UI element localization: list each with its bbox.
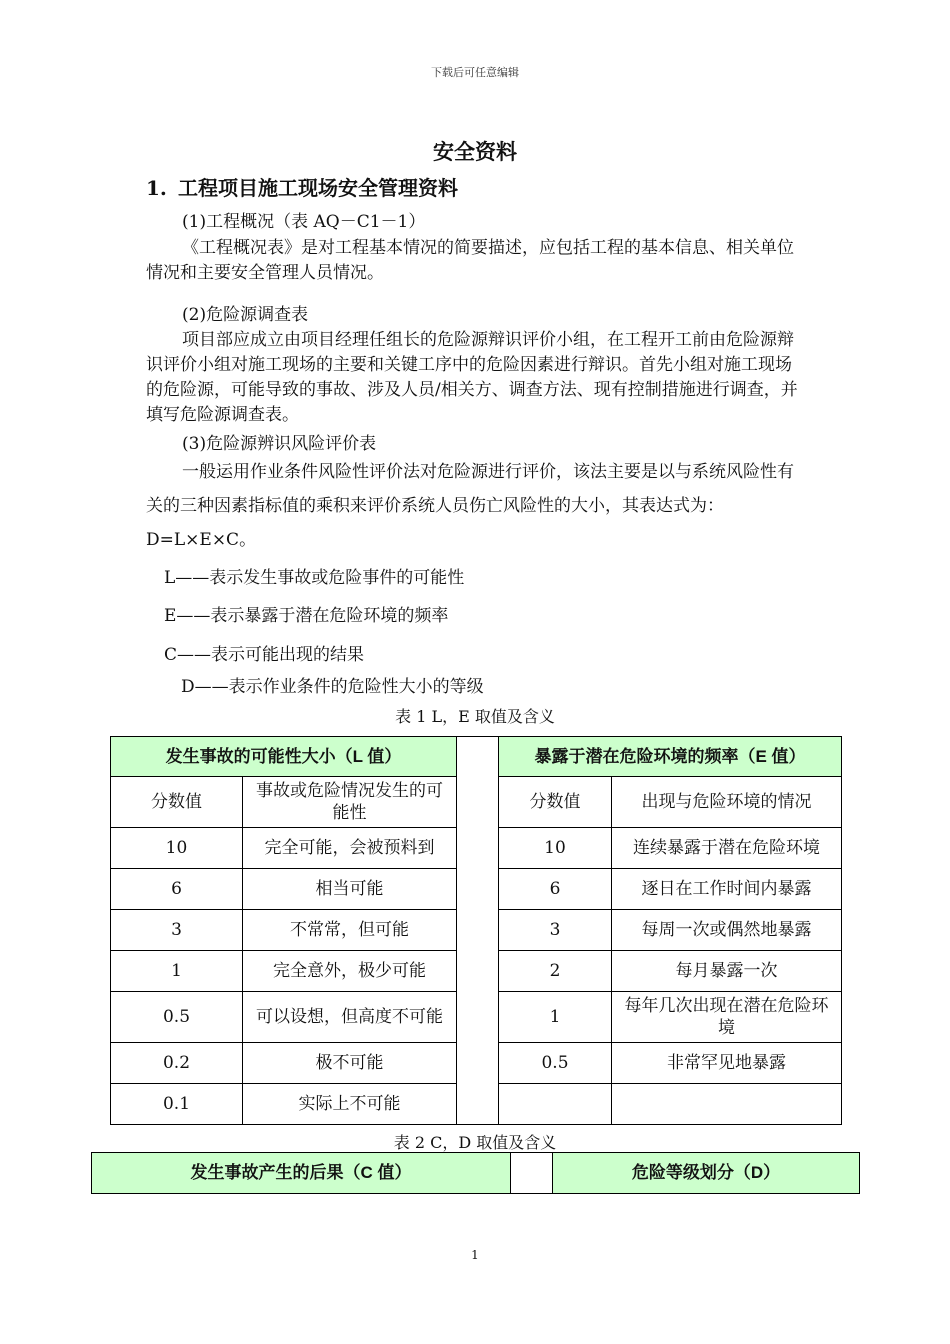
def-C: C——表示可能出现的结果 (164, 645, 365, 665)
table-1 (110, 736, 842, 1125)
table-cell (612, 1084, 842, 1125)
table-cell (499, 1084, 612, 1125)
table-cell: 6 (499, 869, 612, 910)
section-heading (146, 172, 458, 201)
table-cell: 相当可能 (243, 869, 457, 910)
table-1-col-header: 事故或危险情况发生的可能性 (243, 777, 457, 828)
table-cell: 0.5 (111, 992, 243, 1043)
table-1-col-header: 出现与危险环境的情况 (612, 777, 842, 828)
table-cell: 不常常，但可能 (243, 910, 457, 951)
table-1-col-header: 分数值 (111, 777, 243, 828)
section-number: 1. (146, 176, 167, 200)
document-title: 安全资料 (433, 139, 517, 164)
item-1-title: (1)工程概况（表 AQ－C1－1） (182, 212, 426, 232)
table-cell: 每周一次或偶然地暴露 (612, 910, 842, 951)
item-3-title: (3)危险源辨识风险评价表 (182, 434, 377, 454)
page-header-note: 下载后可任意编辑 (431, 66, 519, 79)
item-2-title: (2)危险源调查表 (182, 305, 309, 325)
table-cell: 3 (499, 910, 612, 951)
table-cell: 10 (111, 828, 243, 869)
item-1-body: 《工程概况表》是对工程基本情况的简要描述，应包括工程的基本信息、相关单位情况和主要安全管理人员情况。 (146, 238, 794, 283)
item-2-body: 项目部应成立由项目经理任组长的危险源辩识评价小组，在工程开工前由危险源辩识评价小组对施工现场的主要和关键工序中的危险因素进行辩识。首先小组对施工现场的危险源，可能导致的事故、涉及人员/相关方、调查方法、现有控制措施进行调查，并填写危险源调查表。 (146, 330, 798, 425)
table-cell: 0.1 (111, 1084, 243, 1125)
def-D: D——表示作业条件的危险性大小的等级 (181, 677, 484, 697)
table-cell: 2 (499, 951, 612, 992)
table-2-right-header: 危险等级划分（D） (553, 1153, 860, 1194)
section-title: 工程项目施工现场安全管理资料 (178, 176, 458, 200)
table-cell: 6 (111, 869, 243, 910)
table-cell: 完全可能，会被预料到 (243, 828, 457, 869)
table-1-right-header: 暴露于潜在危险环境的频率（E 值） (499, 737, 842, 777)
table-cell: 每年几次出现在潜在危险环境 (612, 992, 842, 1043)
item-3-body: 一般运用作业条件风险性评价法对危险源进行评价，该法主要是以与系统风险性有关的三种因素指标值的乘积来评价系统人员伤亡风险性的大小，其表达式为：D=L×E×C。 (146, 462, 794, 550)
table-1-caption: 表 1 L，E 取值及含义 (395, 707, 555, 726)
table-cell: 逐日在工作时间内暴露 (612, 869, 842, 910)
def-L: L——表示发生事故或危险事件的可能性 (164, 568, 465, 588)
table-cell: 1 (499, 992, 612, 1043)
table-1-col-header: 分数值 (499, 777, 612, 828)
table-cell: 3 (111, 910, 243, 951)
table-cell: 非常罕见地暴露 (612, 1043, 842, 1084)
def-E: E——表示暴露于潜在危险环境的频率 (164, 606, 449, 626)
page-number: 1 (471, 1248, 479, 1262)
table-cell: 10 (499, 828, 612, 869)
table-cell: 0.2 (111, 1043, 243, 1084)
table-2-caption: 表 2 C，D 取值及含义 (393, 1133, 557, 1152)
table-2-spacer (511, 1153, 553, 1194)
table-1-left-header: 发生事故的可能性大小（L 值） (111, 737, 457, 777)
table-cell: 1 (111, 951, 243, 992)
table-cell: 每月暴露一次 (612, 951, 842, 992)
table-2-left-header: 发生事故产生的后果（C 值） (92, 1153, 511, 1194)
table-cell: 0.5 (499, 1043, 612, 1084)
table-cell: 实际上不可能 (243, 1084, 457, 1125)
table-cell: 极不可能 (243, 1043, 457, 1084)
table-1-spacer (457, 737, 499, 1125)
table-cell: 可以设想，但高度不可能 (243, 992, 457, 1043)
table-2 (91, 1152, 860, 1194)
table-cell: 连续暴露于潜在危险环境 (612, 828, 842, 869)
table-cell: 完全意外，极少可能 (243, 951, 457, 992)
